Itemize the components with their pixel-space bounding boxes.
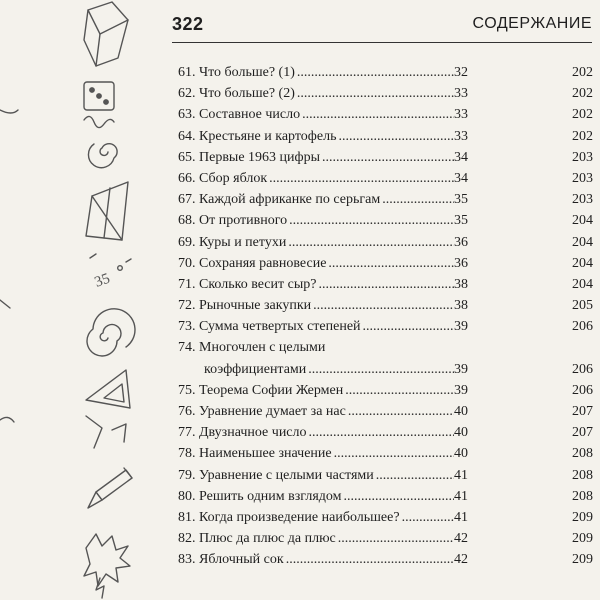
toc-problem-page: 36 [454,255,468,271]
toc-row [178,295,593,316]
page-header [172,8,592,43]
zigzag-doodle [84,534,130,586]
toc-solution-page: 203 [572,149,593,165]
toc-entry [178,486,454,507]
toc-entry [178,232,454,253]
toc-row [178,380,593,401]
toc-title: 67. Каждой африканке по серьгам [178,189,382,210]
toc-leader-dots [345,380,454,401]
toc-problem-page: 38 [454,298,468,314]
toc-leader-dots [322,147,454,168]
toc-problem-page: 34 [454,170,468,186]
toc-problem-page: 39 [454,382,468,398]
toc-title: 74. Многочлен с целыми [178,337,327,358]
edge-doodle [0,110,18,422]
toc-leader-dots [309,422,454,443]
table-of-contents [178,62,593,571]
polyhedron-doodle [84,2,128,66]
toc-title: 77. Двузначное число [178,422,309,443]
toc-row [178,422,593,443]
toc-solution-page: 209 [572,531,593,547]
toc-leader-dots [297,83,454,104]
toc-entry [178,274,454,295]
toc-problem-page: 33 [454,128,468,144]
toc-problem-page: 39 [454,361,468,377]
toc-entry [178,62,454,83]
toc-row [178,401,593,422]
toc-row [178,189,593,210]
toc-entry [178,295,454,316]
toc-leader-dots [376,465,454,486]
toc-solution-page: 202 [572,86,593,102]
toc-solution-page: 203 [572,170,593,186]
toc-problem-page: 35 [454,192,468,208]
margin-number-35: 35 [92,270,113,291]
toc-solution-page: 209 [572,509,593,525]
toc-row [178,274,593,295]
toc-solution-page: 207 [572,404,593,419]
toc-solution-page: 206 [572,361,593,377]
pencil-doodle [88,468,132,508]
toc-entry [178,528,454,549]
toc-title: 68. От противного [178,210,289,231]
toc-solution-page: 208 [572,488,593,504]
toc-title: 63. Составное число [178,104,302,125]
toc-row [178,126,593,147]
toc-entry [178,104,454,125]
toc-title: 80. Решить одним взглядом [178,486,343,507]
toc-title: 83. Яблочный сок [178,549,286,570]
toc-solution-page: 204 [572,276,593,292]
toc-entry [178,380,454,401]
toc-solution-page: 207 [572,425,593,441]
toc-title: коэффициентами [178,359,308,380]
toc-solution-page: 206 [572,382,593,398]
toc-solution-page: 209 [572,552,593,568]
toc-row [178,507,593,528]
toc-problem-page: 40 [454,404,468,419]
toc-row [178,359,593,380]
toc-solution-page: 204 [572,255,593,271]
toc-title: 72. Рыночные закупки [178,295,313,316]
toc-entry [178,507,454,528]
toc-solution-page: 208 [572,467,593,483]
toc-leader-dots [302,104,454,125]
toc-problem-page: 34 [454,149,468,165]
toc-leader-dots [334,443,454,464]
toc-title: 64. Крестьяне и картофель [178,126,338,147]
toc-row [178,83,593,104]
toc-row [178,316,593,337]
toc-problem-page: 40 [454,425,468,441]
toc-leader-dots [382,189,454,210]
toc-leader-dots [297,62,454,83]
toc-row [178,465,593,486]
toc-solution-page: 204 [572,213,593,229]
toc-solution-page: 203 [572,192,593,208]
toc-entry [178,83,454,104]
toc-title: 79. Уравнение с целыми частями [178,465,376,486]
toc-row [178,528,593,549]
toc-problem-page: 33 [454,86,468,102]
toc-problem-page: 38 [454,276,468,292]
toc-solution-page: 208 [572,446,593,462]
toc-entry [178,465,454,486]
swirl-doodle-1 [88,144,117,168]
toc-solution-page: 202 [572,128,593,144]
toc-row [178,549,593,570]
toc-entry [178,168,454,189]
toc-leader-dots [269,168,454,189]
toc-title: 66. Сбор яблок [178,168,269,189]
toc-entry [178,126,454,147]
toc-leader-dots [288,232,454,253]
page-number: 322 [172,14,204,34]
scribble-doodle [84,116,114,127]
toc-entry [178,316,454,337]
toc-solution-page: 202 [572,107,593,123]
toc-row [178,486,593,507]
toc-entry [178,337,454,358]
toc-leader-dots [286,549,454,570]
toc-leader-dots [348,401,454,422]
toc-problem-page: 36 [454,234,468,250]
toc-problem-page: 33 [454,107,468,123]
toc-leader-dots [318,274,454,295]
toc-row [178,337,593,358]
toc-problem-page: 32 [454,65,468,80]
toc-leader-dots [338,528,454,549]
toc-entry [178,253,454,274]
corner-doodle [86,416,126,448]
toc-row [178,253,593,274]
spiral-doodle [87,309,135,356]
toc-leader-dots [402,507,454,528]
toc-title: 81. Когда произведение наибольшее? [178,507,402,528]
toc-problem-page: 40 [454,446,468,462]
toc-entry [178,422,454,443]
section-title: СОДЕРЖАНИЕ [472,15,592,32]
toc-row [178,443,593,464]
toc-title: 75. Теорема Софии Жермен [178,380,345,401]
toc-problem-page: 41 [454,488,468,504]
toc-entry [178,549,454,570]
toc-leader-dots [363,316,454,337]
toc-title: 71. Сколько весит сыр? [178,274,318,295]
toc-leader-dots [313,295,454,316]
pyramid-doodle [86,182,128,240]
toc-row [178,104,593,125]
toc-title: 62. Что больше? (2) [178,83,297,104]
toc-leader-dots [308,359,454,380]
toc-problem-page: 41 [454,467,468,483]
toc-solution-page: 205 [572,298,593,314]
toc-row [178,210,593,231]
toc-problem-page: 42 [454,531,468,547]
toc-row [178,62,593,83]
toc-entry [178,401,454,422]
toc-title: 76. Уравнение думает за нас [178,401,348,422]
toc-title: 78. Наименьшее значение [178,443,334,464]
margin-doodles [0,0,140,600]
toc-entry [178,189,454,210]
toc-row [178,168,593,189]
toc-entry [178,210,454,231]
toc-entry [178,147,454,168]
triangle-ruler-doodle [86,370,130,408]
toc-leader-dots [328,253,454,274]
dice-doodle [84,82,114,110]
toc-solution-page: 206 [572,319,593,335]
toc-problem-page: 39 [454,319,468,335]
toc-leader-dots [289,210,454,231]
toc-title: 70. Сохраняя равновесие [178,253,328,274]
toc-leader-dots [338,126,454,147]
toc-row [178,147,593,168]
toc-problem-page: 41 [454,509,468,525]
toc-leader-dots [343,486,454,507]
toc-title: 82. Плюс да плюс да плюс [178,528,338,549]
toc-problem-page: 35 [454,213,468,229]
toc-solution-page: 204 [572,234,593,250]
toc-entry [178,359,454,380]
toc-problem-page: 42 [454,552,468,568]
toc-entry [178,443,454,464]
toc-title: 73. Сумма четвертых степеней [178,316,363,337]
toc-title: 65. Первые 1963 цифры [178,147,322,168]
toc-title: 69. Куры и петухи [178,232,288,253]
toc-solution-page: 202 [572,65,593,80]
toc-title: 61. Что больше? (1) [178,62,297,83]
toc-row [178,232,593,253]
